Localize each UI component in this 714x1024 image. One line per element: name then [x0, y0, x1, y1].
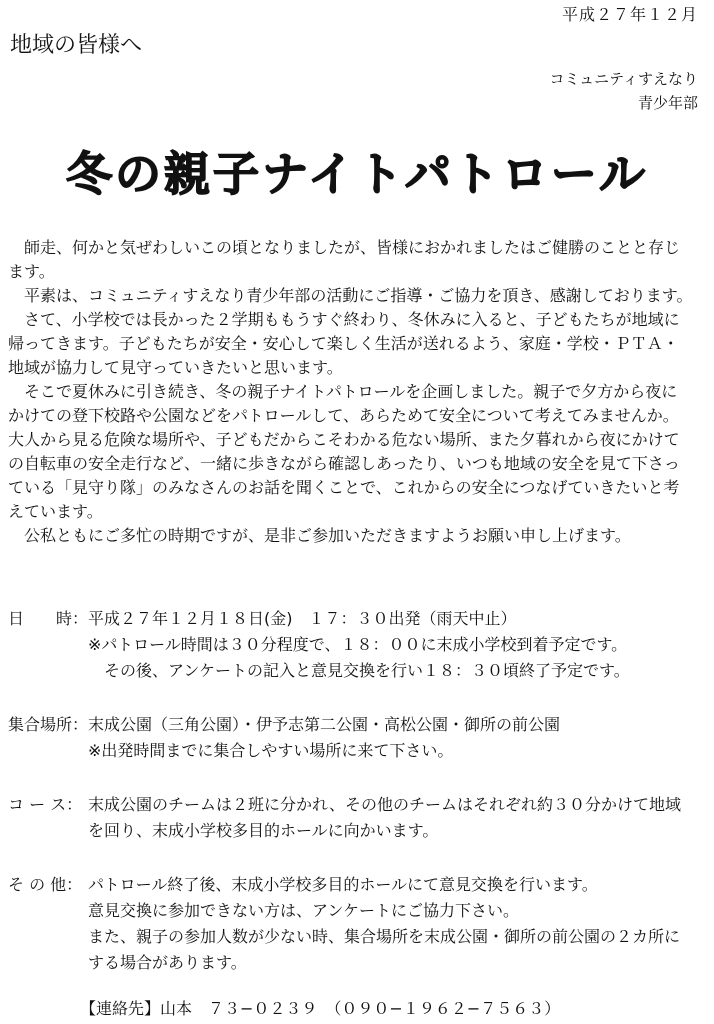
- other-value-1: パトロール終了後、末成小学校多目的ホールにて意見交換を行います。: [88, 875, 598, 894]
- date-note-2: その後、アンケートの記入と意見交換を行い１８：３０頃終了予定です。: [104, 661, 630, 680]
- body-line: の自転車の安全走行など、一緒に歩きながら確認しあったり、いつも地域の安全を見て下さっ: [8, 454, 680, 473]
- body-text: [8, 236, 708, 548]
- course-label: コ ー ス：: [8, 795, 83, 814]
- body-line: 大人から見る危険な場所や、子どもだからこそわかる危ない場所、また夕暮れから夜にかけて: [8, 430, 680, 449]
- detail-course-row: [8, 792, 708, 818]
- place-label: 集合場所：: [8, 715, 89, 734]
- body-line: ます。: [8, 262, 55, 281]
- detail-other-cont: [8, 950, 708, 976]
- detail-other-row: [8, 872, 708, 898]
- body-line: ている「見守り隊」のみなさんのお話を聞くことで、これからの安全につなげていきたいと考: [8, 478, 680, 497]
- page-title: 冬の親子ナイトパトロール: [65, 147, 649, 201]
- course-value-2: を回り、末成小学校多目的ホールに向かいます。: [88, 821, 439, 840]
- contact-info: 【連絡先】山本 ７３−０２３９ （０９０−１９６２−７５６３）: [80, 999, 561, 1018]
- detail-course-cont: [8, 818, 708, 844]
- detail-place-note: [8, 738, 708, 764]
- body-line: えています。: [8, 502, 103, 521]
- date-value: 平成２７年１２月１８日(金) １７：３０出発（雨天中止）: [88, 609, 517, 628]
- organization-name: コミュニティすえなり: [549, 70, 698, 88]
- body-line: さて、小学校では長かった２学期ももうすぐ終わり、冬休みに入ると、子どもたちが地域に: [8, 310, 680, 329]
- body-line: 地域が協力して見守っていきたいと思います。: [8, 358, 343, 377]
- body-line: そこで夏休みに引き続き、冬の親子ナイトパトロールを企画しました。親子で夕方から夜に: [8, 382, 678, 401]
- other-label: そ の 他：: [8, 875, 83, 894]
- event-details: [8, 606, 708, 976]
- other-value-4: する場合があります。: [88, 953, 247, 972]
- issue-date: 平成２７年１２月: [561, 5, 698, 24]
- body-line: 公私ともにご多忙の時期ですが、是非ご参加いただきますようお願い申し上げます。: [8, 526, 631, 545]
- course-value-1: 末成公園のチームは２班に分かれ、その他のチームはそれぞれ約３０分かけて地域: [88, 795, 681, 814]
- other-value-3: また、親子の参加人数が少ない時、集合場所を末成公園・御所の前公園の２カ所に: [88, 927, 681, 946]
- detail-date-note: [8, 632, 708, 658]
- body-line: かけての登下校路や公園などをパトロールして、あらためて安全について考えてみませんか。: [8, 406, 679, 425]
- body-line: 平素は、コミュニティすえなり青少年部の活動にご指導・ご協力を頂き、感謝しております。: [8, 286, 693, 305]
- detail-date-note: [8, 658, 708, 684]
- detail-date-row: [8, 606, 708, 632]
- place-value: 末成公園（三角公園）・伊予志第二公園・高松公園・御所の前公園: [88, 715, 561, 734]
- place-note: ※出発時間までに集合しやすい場所に来て下さい。: [88, 741, 454, 760]
- body-line: 師走、何かと気ぜわしいこの頃となりましたが、皆様におかれましたはご健勝のことと存じ: [8, 238, 681, 257]
- organization-department: 青少年部: [637, 94, 698, 112]
- date-note-1: ※パトロール時間は３０分程度で、１８：００に末成小学校到着予定です。: [88, 635, 628, 654]
- other-value-2: 意見交換に参加できない方は、アンケートにご協力下さい。: [88, 901, 520, 920]
- detail-other-cont: [8, 924, 708, 950]
- detail-other-cont: [8, 898, 708, 924]
- addressee: 地域の皆様へ: [10, 33, 143, 58]
- body-line: 帰ってきます。子どもたちが安全・安心して楽しく生活が送れるよう、家庭・学校・ＰＴＡ・: [8, 334, 679, 353]
- detail-place-row: [8, 712, 708, 738]
- date-label: 日 時：: [8, 609, 89, 628]
